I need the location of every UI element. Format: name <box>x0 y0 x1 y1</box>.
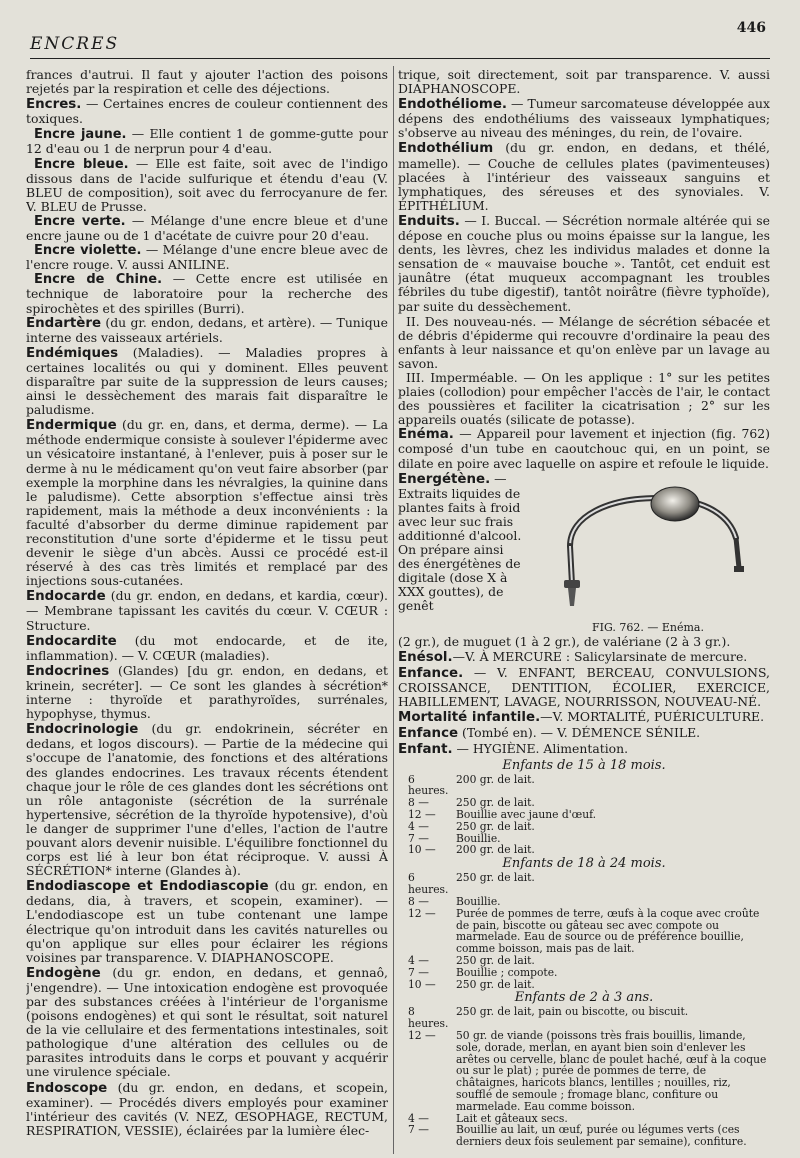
entry-body: (du gr. endon, en dedans, dia, à travers, et scopein, examiner). — L'endodiascope est un tube contenant une lampe électrique qu'on introduit dans les cavités naturelles ou qu'on applique sur elles pour éclairer les régions voisines par transparence. V. DIAPHANOSCOPE. <box>26 878 388 965</box>
feeding-meal: 250 gr. de lait. <box>456 953 535 967</box>
entry <box>26 157 388 214</box>
entry-body: — Appareil pour lavement et injection (fig. 762) composé d'un tube en caoutchouc qui, en un point, se dilate en poire avec laquelle on aspire et refoule le liquide. <box>398 426 770 471</box>
entry <box>398 650 770 665</box>
entry-headword: Encre verte. <box>34 213 126 229</box>
feeding-time: 6 heures. <box>408 871 449 897</box>
feeding-time: 12 — <box>408 808 436 822</box>
feeding-time: 6 heures. <box>408 772 449 798</box>
figure-block <box>398 472 770 635</box>
entry-body: (du gr. endon, dedans, et artère). — Tunique interne des vaisseaux artériels. <box>26 314 388 345</box>
entry-enema <box>398 427 770 470</box>
entry-body: (du gr. en, dans, et derma, derme). — La méthode endermique consiste à soulever l'épiderme avec un vésicatoire instantané, à l'enlever, puis à poser sur le derme à nu le médicament qu'on veut faire absorber (par exemple la morphine dans les névralgies, la quinine dans le paludisme). Cette absorption s'effectue ainsi très rapidement, mais la méthode a deux inconvénients : la faculté d'absorber du derme diminue rapidement par reconstitution d'une sorte d'épiderme et le tissu peut devenir le siège d'un abcès. Aussi ce procédé est-il réservé à des cas très limités et remplacé par des injections sous-cutanées. <box>26 417 388 589</box>
entry-headword: Encre bleue. <box>34 156 129 172</box>
entry <box>26 664 388 721</box>
entry <box>26 418 388 588</box>
feeding-meal: Bouillie. <box>456 894 501 908</box>
entry-headword: Endothélium <box>398 141 494 157</box>
feeding-subtitle: Enfants de 2 à 3 ans. <box>514 990 654 1006</box>
feeding-time: 8 — <box>408 894 429 908</box>
entry <box>26 316 388 345</box>
feeding-time: 8 — <box>408 796 429 810</box>
entry-headword: Enduits. <box>398 213 460 229</box>
entry <box>26 68 388 96</box>
entry-body: — Mélange d'une encre bleue avec de l'encre rouge. V. aussi ANILINE. <box>26 242 388 273</box>
entry <box>398 315 770 371</box>
header-rule <box>30 58 770 59</box>
entry-headword: Endoscope <box>26 1080 108 1096</box>
entry-body: — Extraits liquides de plantes faits à froid avec leur suc frais additionné d'alcool. On prépare ainsi des énergétènes de digitale (dose X à XXX gouttes), de genêt <box>398 470 522 614</box>
feeding-meal: Lait et gâteaux secs. <box>456 1111 568 1125</box>
entry <box>26 966 388 1080</box>
entry <box>398 141 770 212</box>
entry-headword: Enfance <box>398 726 459 742</box>
feeding-meal: 250 gr. de lait. <box>456 977 535 991</box>
feeding-meal: Bouillie. <box>456 831 501 845</box>
feeding-row <box>398 1124 770 1148</box>
right-column-entries <box>398 68 770 427</box>
entry-headword: Energétène. <box>398 471 491 487</box>
entry-headword: Endogène <box>26 965 101 981</box>
entry-headword: Mortalité infantile. <box>398 710 541 726</box>
feeding-row <box>398 844 770 856</box>
entry-body: (du gr. endon, en dedans, et scopein, examiner). — Procédés divers employés pour examiner l'intérieur des cavités (V. NEZ, ŒSOPHAGE, RECTUM, RESPIRATION, VESSIE), éclairées par la lumière élec- <box>26 1079 388 1138</box>
entry-headword: Endermique <box>26 418 117 434</box>
entry-body: frances d'autrui. Il faut y ajouter l'action des poisons rejetés par la respiration et celle des déjections. <box>26 68 388 97</box>
entry <box>26 879 388 965</box>
feeding-time: 10 — <box>408 977 436 991</box>
entry-headword: Enfance. <box>398 666 464 681</box>
feeding-time: 12 — <box>408 906 436 920</box>
entry-body: (du gr. endon, en dedans, et thélé, mamelle). — Couche de cellules plates (pavimenteuses) placées à l'intérieur des vaisseaux sanguins et lymphatiques, des séreuses et des synoviales. V. ÉPITHÉLIUM. <box>398 140 770 213</box>
feeding-row <box>398 955 770 967</box>
entry <box>26 272 388 315</box>
feeding-time: 7 — <box>408 831 429 845</box>
entry-headword: Endémiques <box>26 345 119 361</box>
figure-762 <box>526 472 770 635</box>
entry-headword: Enéma. <box>398 427 454 443</box>
entry-headword: Encre de Chine. <box>34 272 163 288</box>
entry-headword: Encre violette. <box>34 243 142 259</box>
feeding-meal: Bouillie au lait, un œuf, purée ou légumes verts (ces derniers deux fois seulement par semaine), confiture. <box>456 1123 747 1149</box>
entry <box>26 589 388 632</box>
entry-body: — Elle contient 1 de gomme-gutte pour 12 d'eau ou 1 de nerprun pour 4 d'eau. <box>26 126 388 157</box>
page-header <box>30 18 770 58</box>
entry-body: II. Des nouveau-nés. — Mélange de sécrétion sébacée et de débris d'épiderme qui recouvre d'ordinaire la peau des enfants à leur naissance et qu'on enlève par un lavage au savon. <box>398 313 770 371</box>
feeding-row <box>398 809 770 821</box>
entry <box>26 722 388 878</box>
feeding-subtitle: Enfants de 15 à 18 mois. <box>502 757 666 773</box>
entry-headword: Endocrinologie <box>26 722 139 738</box>
feeding-row <box>398 967 770 979</box>
feeding-meal: Bouillie avec jaune d'œuf. <box>456 808 597 822</box>
entry <box>398 214 770 314</box>
feeding-meal: 250 gr. de lait. <box>456 796 535 810</box>
entry <box>26 1081 388 1138</box>
entry-body: (du gr. endon, en dedans, et gennaô, j'engendre). — Une intoxication endogène est provoquée par des substances créées à l'intérieur de l'organisme (poisons endogènes) et qui sont le résultat, soit naturel de la vie cellulaire et des fermentations intestinales, soit pathologique d'une altération des cellules ou de parasites introduits dans le corps et pouvant y acquérir une virulence spéciale. <box>26 964 388 1080</box>
feeding-meal: 200 gr. de lait. <box>456 772 535 786</box>
entry <box>26 214 388 243</box>
entry-headword: Endartère <box>26 315 102 331</box>
entry-body: trique, soit directement, soit par transparence. V. aussi DIAPHANOSCOPE. <box>398 68 770 97</box>
entry <box>26 97 388 126</box>
entry-body: (du gr. endon, en dedans, et kardia, cœur). — Membrane tapissant les cavités du cœur. V. CŒUR : Structure. <box>26 588 388 633</box>
entry <box>398 68 770 96</box>
feeding-row <box>398 896 770 908</box>
entry-body: — V. ENFANT, BERCEAU, CONVULSIONS, CROISSANCE, DENTITION, ÉCOLIER, EXERCICE, HABILLEMENT, LAVAGE, NOURRISSON, NOUVEAU-NÉ. <box>398 665 770 710</box>
feeding-subtitle: Enfants de 18 à 24 mois. <box>502 856 666 872</box>
entry-body: (Glandes) [du gr. endon, en dedans, et krinein, secréter]. — Ce sont les glandes à sécrétion* interne : thyroïde et parathyroïdes, surrénales, hypophyse, thymus. <box>26 662 388 722</box>
feeding-row <box>398 908 770 955</box>
entry-headword: Endocardite <box>26 633 117 649</box>
entry-body: — Tumeur sarcomateuse développée aux dépens des endothéliums des vaisseaux lymphatiques; s'observe au niveau des méninges, du rein, de l'ovaire. <box>398 96 770 141</box>
feeding-time: 4 — <box>408 953 429 967</box>
entry-headword: Endothéliome. <box>398 97 507 113</box>
feeding-meal: Purée de pommes de terre, œufs à la coque avec croûte de pain, biscotte ou gâteau sec avec compote ou marmelade. Eau de source ou de préférence bouillie, comme boisson, mais pas de lait. <box>456 906 760 956</box>
feeding-row <box>398 872 770 896</box>
entry-headword: Endocarde <box>26 589 106 605</box>
right-column-entries-lower <box>398 650 770 758</box>
entry-headword: Encre jaune. <box>34 127 127 143</box>
column-divider <box>393 66 394 1154</box>
feeding-time: 4 — <box>408 819 429 833</box>
feeding-row <box>398 833 770 845</box>
entry-headword: Endodiascope et Endodiascopie <box>26 879 269 895</box>
entry-body: — Certaines encres de couleur contiennent des toxiques. <box>26 96 388 127</box>
entry-body: — HYGIÈNE. Alimentation. <box>452 741 629 757</box>
feeding-meal: 250 gr. de lait. <box>456 871 535 885</box>
page-number: 446 <box>736 20 766 36</box>
feeding-row <box>398 1030 770 1113</box>
feeding-time: 7 — <box>408 965 429 979</box>
entry-body: — I. Buccal. — Sécrétion normale altérée qui se dépose en couche plus ou moins épaisse sur la langue, les dents, les lèvres, chez les individus malades et donne la sensation de « mauvaise bouche ». Tantôt, cet enduit est jaunâtre (état muqueux accompagnant les troubles fébriles du tube digestif), tantôt noirâtre (fièvre typhoïde), par suite du dessèchement. <box>398 212 770 314</box>
entry-body: — Elle est faite, soit avec de l'indigo dissous dans de l'acide sulfurique et étendu d'eau (V. BLEU de composition), soit avec du ferrocyanure de fer. V. BLEU de Prusse. <box>26 155 388 214</box>
entry <box>398 710 770 725</box>
entry <box>398 97 770 140</box>
entry-headword: Encres. <box>26 97 82 113</box>
entry-body: — Mélange d'une encre bleue et d'une encre jaune ou de 1 d'acétate de cuivre pour 20 d'eau. <box>26 212 388 244</box>
feeding-row <box>398 1006 770 1030</box>
feeding-time: 4 — <box>408 1111 429 1125</box>
entry-body: —V. À MERCURE : Salicylarsinate de mercure. <box>452 648 748 664</box>
entry-body: (du gr. endokrinein, sécréter en dedans, et logos discours). — Partie de la médecine qui s'occupe de l'anatomie, des fonctions et des altérations des glandes endocrines. Les travaux récents étendent chaque jour le rôle de ces glandes dont les sécrétions ont un rôle antagoniste (sécrétion de la surrénale hypertensive, sécrétion de la thyroïde hypotensive), d'où le danger de supprimer l'une d'elles, l'action de l'autre pouvant alors devenir nuisible. L'équilibre fonctionnel du corps est lié à leur bon état réciproque. V. aussi À SÉCRÉTION* interne (Glandes à). <box>26 721 388 879</box>
entry-headword: Enfant. <box>398 742 453 758</box>
entry-body: (Maladies). — Maladies propres à certaines localités ou qui y dominent. Elles peuvent disparaître par suite de la suppression de leurs causes; ainsi le dessèchement des marais fait disparaître le paludisme. <box>26 344 388 418</box>
feeding-meal: 250 gr. de lait. <box>456 819 535 833</box>
feeding-time: 7 — <box>408 1123 429 1137</box>
feeding-meal: 250 gr. de lait, pain ou biscotte, ou biscuit. <box>456 1005 689 1019</box>
feeding-row <box>398 821 770 833</box>
enema-illustration <box>548 476 748 616</box>
feeding-time: 10 — <box>408 843 436 857</box>
entry-body: —V. MORTALITÉ, PUÉRICULTURE. <box>540 709 765 725</box>
feeding-meal: 200 gr. de lait. <box>456 843 535 857</box>
feeding-meal: 50 gr. de viande (poissons très frais bouillis, limande, sole, dorade, merlan, en ayant bien soin d'enlever les arêtes ou cervelle, blanc de poulet haché, œuf à la coque ou sur le plat) ; purée de pommes de terre, de châtaignes, haricots blancs, lentilles ; nouilles, riz, soufflé de semoule ; fromage blanc, confiture ou marmelade. Eau comme boisson. <box>456 1028 767 1113</box>
right-column <box>398 68 770 1154</box>
entry <box>26 634 388 663</box>
entry <box>26 346 388 417</box>
feeding-time: 8 heures. <box>408 1005 449 1031</box>
feeding-meal: Bouillie ; compote. <box>456 965 558 979</box>
feeding-row <box>398 774 770 798</box>
entry <box>26 127 388 156</box>
entry-body: — Cette encre est utilisée en technique de laboratoire pour la recherche des spirochètes et des spirilles (Burri). <box>26 271 388 316</box>
feeding-row <box>398 979 770 991</box>
entry-headword: Endocrines <box>26 663 110 679</box>
entry-body: (du mot endocarde, et de ite, inflammation). — V. CŒUR (maladies). <box>26 632 388 663</box>
feeding-time: 12 — <box>408 1028 436 1042</box>
entry-headword: Enésol. <box>398 649 453 665</box>
entry <box>398 666 770 709</box>
entry <box>398 726 770 741</box>
entry-body: (Tombé en). — V. DÉMENCE SÉNILE. <box>458 725 701 741</box>
entry <box>26 243 388 272</box>
entry-energetene-continuation: (2 gr.), de muguet (1 à 2 gr.), de valériane (2 à 3 gr.). <box>398 633 731 649</box>
figure-caption: FIG. 762. — Enéma. <box>592 620 704 634</box>
entry <box>398 742 770 757</box>
left-column <box>26 68 388 1154</box>
entry-energetene <box>398 472 526 614</box>
entry <box>398 371 770 427</box>
running-title: ENCRES <box>30 34 120 54</box>
entry-body: III. Imperméable. — On les applique : 1° sur les petites plaies (collodion) pour empêcher l'accès de l'air, le contact des poussières et faciliter la cicatrisation ; 2° sur les appareils ouatés (silicate de potasse). <box>398 369 770 428</box>
feeding-schedule <box>398 759 770 1148</box>
